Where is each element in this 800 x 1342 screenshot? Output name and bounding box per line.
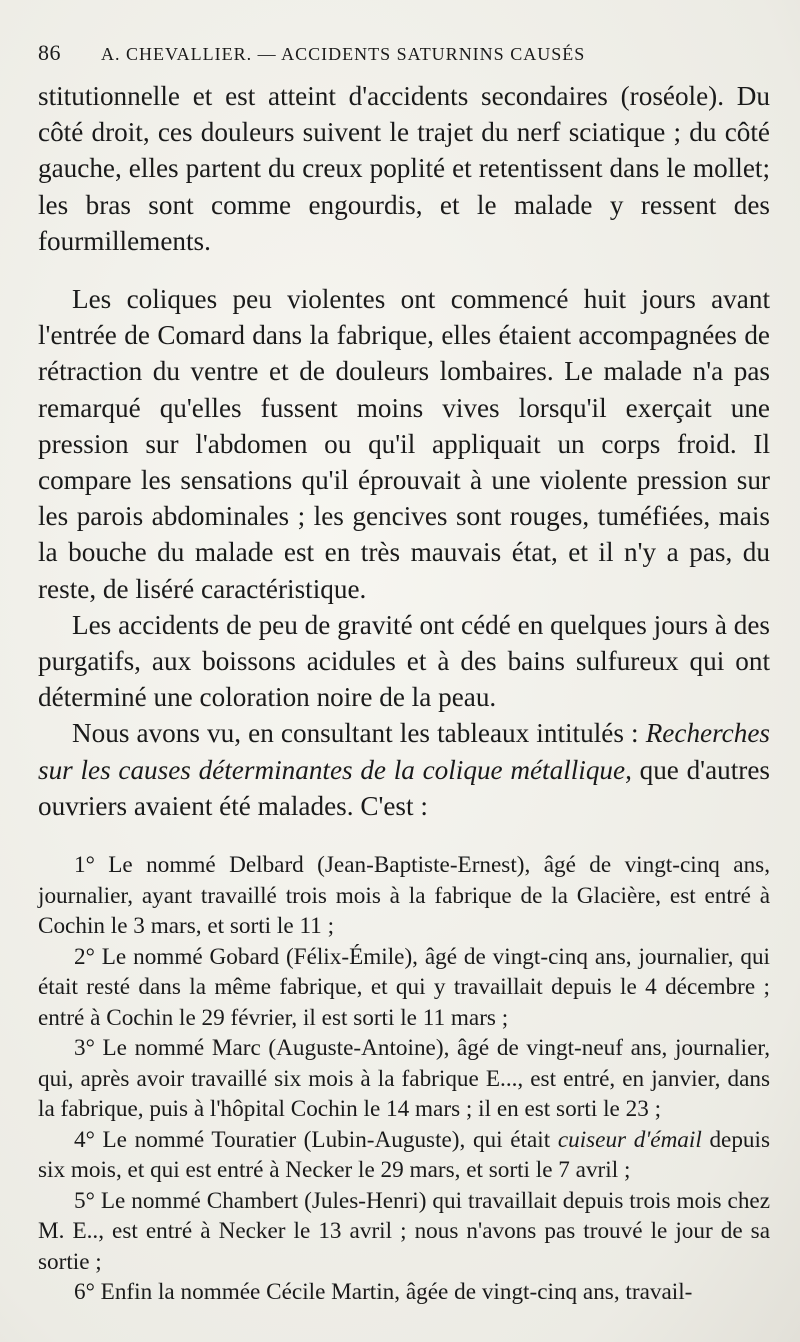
list-item: 6° Enfin la nommée Cécile Martin, âgée de vingt-cinq ans, travail- [74,1279,693,1306]
list-item: 3° Le nommé Marc (Auguste-Antoine), âgé de vingt-neuf ans, journalier, qui, après avoir travaillé six mois à la fabrique E..., est entré, en janvier, dans la fabrique, puis à l'hôpital Cochin le 14 mars ; il en est sorti le 23 ; [38,1035,770,1123]
item4-start: 4° Le nommé Touratier (Lubin-Auguste), qui était [74,1126,551,1153]
item4-italic: cuiseur d'émail [557,1126,702,1153]
running-title: A. CHEVALLIER. — ACCIDENTS SATURNINS CAUSÉS [101,44,586,64]
item4-end: depuis six mois, et qui est entré à Necker le 29 mars, et sorti le 7 avril ; [38,1126,770,1184]
page-number: 86 [38,40,61,65]
page-header [38,40,770,66]
tableaux-intro: Nous avons vu, en consultant les tableaux intitulés : [72,718,639,749]
list-item: 1° Le nommé Delbard (Jean-Baptiste-Ernest), âgé de vingt-cinq ans, journalier, ayant travaillé trois mois à la fabrique de la Glacière, est entré à Cochin le 3 mars, et sorti le 11 ; [38,852,770,940]
list-item [38,1125,770,1186]
list-item: 5° Le nommé Chambert (Jules-Henri) qui travaillait depuis trois mois chez M. E.., est entré à Necker le 13 avril ; nous n'avons pas trouvé le jour de sa sortie ; [38,1187,770,1275]
tableaux-end: que d'autres ouvriers avaient été malades. C'est : [38,754,770,821]
tableaux-title: Recherches sur les causes déterminantes de la colique métallique, [38,718,770,785]
list-item: 2° Le nommé Gobard (Félix-Émile), âgé de vingt-cinq ans, journalier, qui était resté dans la même fabrique, et qui y travaillait depuis le 4 décembre ; entré à Cochin le 29 février, il est sorti le 11 mars ; [38,943,770,1031]
paragraph-continuation: stitutionnelle et est atteint d'accidents secondaires (roséole). Du côté droit, ces douleurs suivent le trajet du nerf sciatique ; du côté gauche, elles partent du creux poplité et retentissent dans le mollet; les bras sont comme engourdis, et le malade y ressent des fourmillements. [38,81,770,256]
paragraph-accidents: Les accidents de peu de gravité ont cédé en quelques jours à des purgatifs, aux boissons acidules et à des bains sulfureux qui ont déterminé une coloration noire de la peau. [38,609,770,713]
paragraph-tableaux [38,715,770,824]
paragraph-coliques: Les coliques peu violentes ont commencé huit jours avant l'entrée de Comard dans la fabrique, elles étaient accompagnées de rétraction du ventre et de douleurs lombaires. Le malade n'a pas remarqué qu'elles fussent moins vives lorsqu'il exerçait une pression sur l'abdomen ou qu'il appliquait un corps froid. Il compare les sensations qu'il éprouvait à une violente pression sur les parois abdominales ; les gencives sont rouges, tuméfiées, mais la bouche du malade est en très mauvais état, et il n'y a pas, du reste, de liséré caractéristique. [38,284,770,604]
